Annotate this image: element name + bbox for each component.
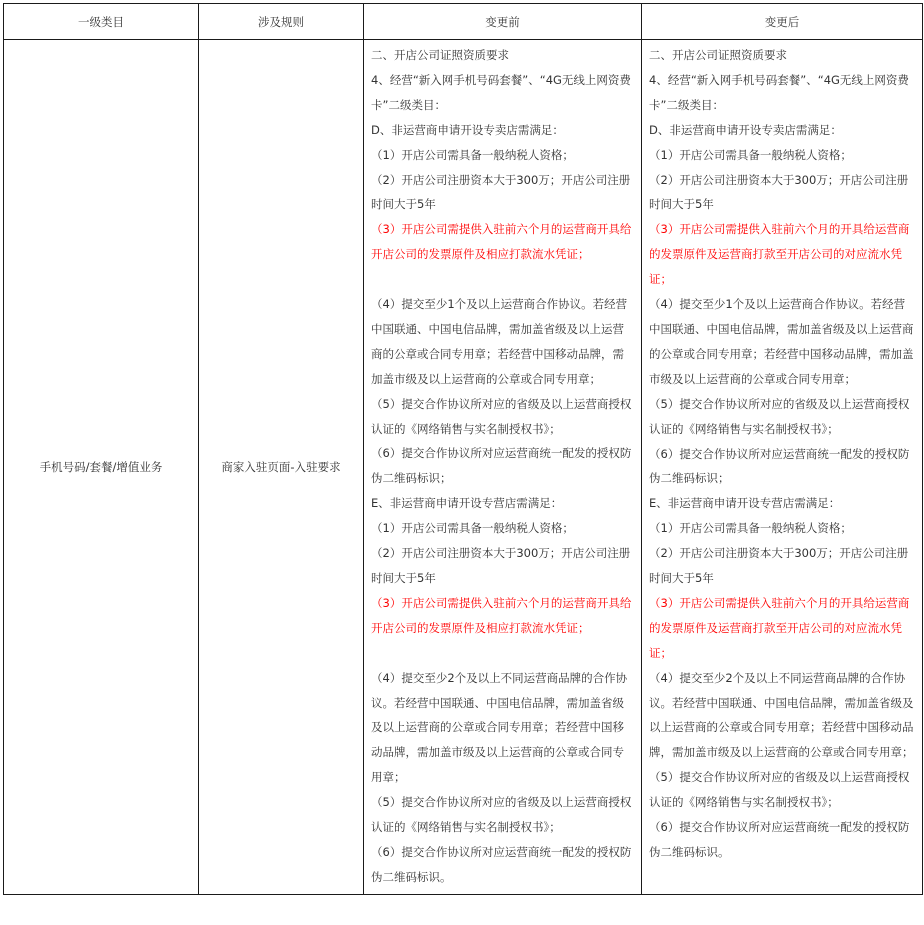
clause: （4）提交至少1个及以上运营商合作协议。若经营中国联通、中国电信品牌，需加盖省级及以上运营商的公章或合同专用章；若经营中国移动品牌，需加盖市级及以上运营商的公章或合同专用章； bbox=[371, 297, 628, 386]
clause: （1）开店公司需具备一般纳税人资格； bbox=[371, 521, 574, 536]
header-category: 一级类目 bbox=[4, 4, 199, 40]
clause: D、非运营商申请开设专卖店需满足： bbox=[371, 122, 564, 137]
clause: （1）开店公司需具备一般纳税人资格； bbox=[371, 147, 574, 162]
clause: （1）开店公司需具备一般纳税人资格； bbox=[649, 147, 852, 162]
clause: （6）提交合作协议所对应运营商统一配发的授权防伪二维码标识。 bbox=[649, 820, 910, 859]
clause: （6）提交合作协议所对应运营商统一配发的授权防伪二维码标识； bbox=[649, 446, 910, 486]
clause: （1）开店公司需具备一般纳税人资格； bbox=[649, 521, 852, 536]
changed-clause: （3）开店公司需提供入驻前六个月的运营商开具给开店公司的发票原件及相应打款流水凭证； bbox=[371, 222, 632, 262]
rule-change-table bbox=[3, 3, 923, 895]
clause: （5）提交合作协议所对应的省级及以上运营商授权认证的《网络销售与实名制授权书》； bbox=[371, 795, 632, 835]
changed-clause: （3）开店公司需提供入驻前六个月的开具给运营商的发票原件及运营商打款至开店公司的对应流水凭证； bbox=[649, 222, 910, 287]
clause: 二、开店公司证照资质要求 bbox=[371, 48, 509, 62]
clause: 4、经营“新入网手机号码套餐”、“4G无线上网资费卡”二级类目： bbox=[649, 72, 909, 112]
rule-cell: 商家入驻页面-入驻要求 bbox=[199, 40, 364, 895]
clause: 二、开店公司证照资质要求 bbox=[649, 48, 787, 62]
clause: E、非运营商申请开设专营店需满足： bbox=[371, 496, 563, 511]
header-after: 变更后 bbox=[642, 4, 923, 40]
category-cell: 手机号码/套餐/增值业务 bbox=[4, 40, 199, 895]
clause: （4）提交至少1个及以上运营商合作协议。若经营中国联通、中国电信品牌，需加盖省级及以上运营商的公章或合同专用章；若经营中国移动品牌，需加盖市级及以上运营商的公章或合同专用章； bbox=[649, 297, 914, 386]
clause: （6）提交合作协议所对应运营商统一配发的授权防伪二维码标识； bbox=[371, 446, 632, 486]
clause: （5）提交合作协议所对应的省级及以上运营商授权认证的《网络销售与实名制授权书》； bbox=[649, 396, 910, 436]
clause: （5）提交合作协议所对应的省级及以上运营商授权认证的《网络销售与实名制授权书》； bbox=[371, 396, 632, 436]
after-paragraph-list bbox=[649, 43, 915, 865]
clause: （6）提交合作协议所对应运营商统一配发的授权防伪二维码标识。 bbox=[371, 844, 632, 884]
table-row bbox=[4, 40, 923, 895]
clause: （2）开店公司注册资本大于300万；开店公司注册时间大于5年 bbox=[371, 546, 631, 586]
clause: （2）开店公司注册资本大于300万；开店公司注册时间大于5年 bbox=[649, 172, 909, 212]
clause: 4、经营“新入网手机号码套餐”、“4G无线上网资费卡”二级类目： bbox=[371, 72, 631, 112]
blank-line bbox=[371, 641, 634, 666]
changed-clause: （3）开店公司需提供入驻前六个月的运营商开具给开店公司的发票原件及相应打款流水凭证； bbox=[371, 595, 632, 635]
clause: （2）开店公司注册资本大于300万；开店公司注册时间大于5年 bbox=[371, 172, 631, 212]
clause: （2）开店公司注册资本大于300万；开店公司注册时间大于5年 bbox=[649, 546, 909, 586]
clause: （5）提交合作协议所对应的省级及以上运营商授权认证的《网络销售与实名制授权书》； bbox=[649, 770, 910, 810]
clause: （4）提交至少2个及以上不同运营商品牌的合作协议。若经营中国联通、中国电信品牌，需加盖省级及以上运营商的公章或合同专用章；若经营中国移动品牌，需加盖市级及以上运营商的公章或合同专用章； bbox=[649, 670, 914, 760]
after-cell bbox=[642, 40, 923, 895]
clause: （4）提交至少2个及以上不同运营商品牌的合作协议。若经营中国联通、中国电信品牌，需加盖省级及以上运营商的公章或合同专用章；若经营中国移动品牌，需加盖市级及以上运营商的公章或合同专用章； bbox=[371, 670, 628, 785]
before-cell bbox=[364, 40, 642, 895]
changed-clause: （3）开店公司需提供入驻前六个月的开具给运营商的发票原件及运营商打款至开店公司的对应流水凭证； bbox=[649, 595, 910, 660]
clause: E、非运营商申请开设专营店需满足： bbox=[649, 496, 841, 511]
header-before: 变更前 bbox=[364, 4, 642, 40]
before-paragraph-list bbox=[371, 43, 634, 890]
header-row bbox=[4, 4, 923, 40]
clause: D、非运营商申请开设专卖店需满足： bbox=[649, 122, 842, 137]
blank-line bbox=[371, 267, 634, 292]
header-rule: 涉及规则 bbox=[199, 4, 364, 40]
